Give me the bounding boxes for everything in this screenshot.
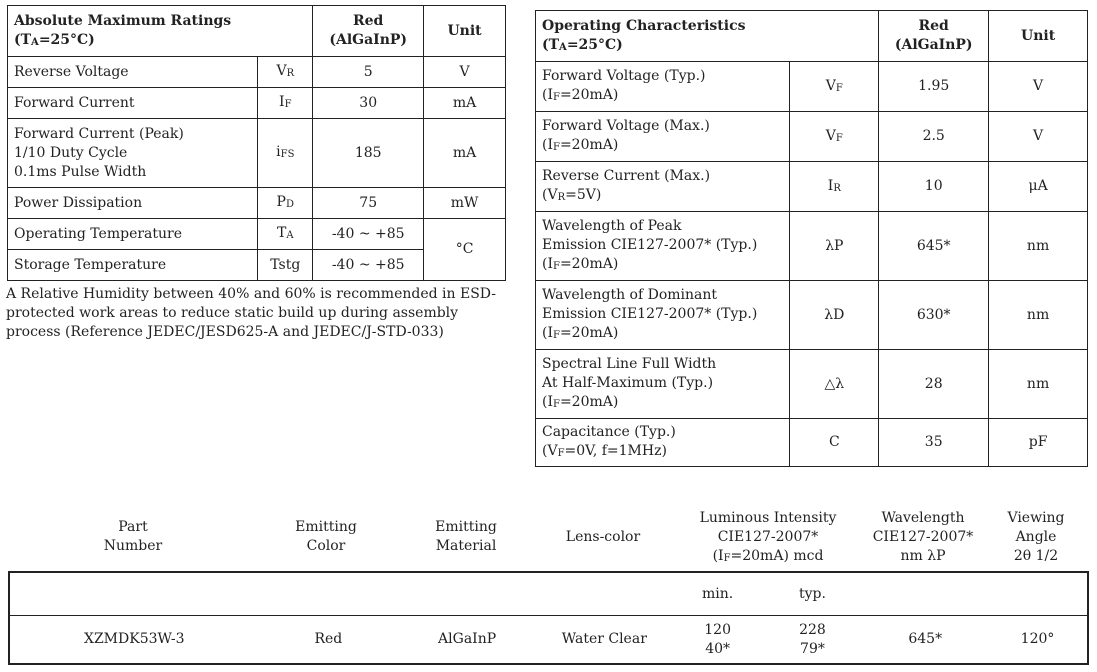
amr-row — [8, 57, 506, 88]
amr-unit: mA — [424, 119, 506, 188]
amr-unit: mW — [424, 188, 506, 219]
amr-symbol — [258, 88, 313, 119]
sym-sub: F — [835, 132, 843, 144]
header-line: Color — [306, 538, 346, 554]
oc-param-line: At Half-Maximum (Typ.) — [542, 375, 714, 391]
sym-sub: R — [833, 182, 841, 194]
amr-symbol — [258, 188, 313, 219]
sym-sub: F — [284, 99, 292, 110]
blank-cell — [9, 572, 259, 616]
sym-sub: R — [286, 68, 295, 79]
part-material: AlGaInP — [438, 631, 497, 647]
oc-row — [536, 281, 1088, 350]
amr-unit: mA — [424, 88, 506, 119]
oc-param-line: Forward Voltage (Max.) — [542, 118, 710, 134]
oc-unit: V — [989, 62, 1088, 112]
oc-unit: nm — [989, 212, 1088, 281]
amr-symbol — [258, 119, 313, 188]
oc-cond-post: =20mA) — [559, 87, 619, 103]
oc-row — [536, 62, 1088, 112]
amr-row — [8, 219, 506, 250]
oc-param-line: Reverse Current (Max.) — [542, 168, 711, 184]
min-value: 120 — [704, 621, 731, 638]
oc-param — [536, 62, 790, 112]
oc-cond: (I — [542, 256, 553, 272]
oc-param — [536, 162, 790, 212]
header-line: Luminous Intensity — [699, 510, 837, 526]
part-typ — [763, 616, 863, 665]
blank-cell — [259, 572, 399, 616]
amr-value: 5 — [313, 57, 424, 88]
header-sub: F — [723, 553, 731, 564]
amr-value: -40 ~ +85 — [313, 250, 424, 281]
oc-symbol — [790, 112, 879, 162]
oc-cond: (I — [542, 87, 553, 103]
oc-col-red-line1: Red — [918, 18, 949, 34]
header-line: Number — [103, 538, 163, 554]
oc-unit: nm — [989, 281, 1088, 350]
sym-sub: D — [285, 199, 294, 210]
oc-cond: (I — [542, 137, 553, 153]
amr-row — [8, 119, 506, 188]
blank-cell — [536, 572, 673, 616]
amr-col-unit: Unit — [424, 6, 506, 57]
oc-title-sub: A — [559, 41, 567, 53]
amr-value: 185 — [313, 119, 424, 188]
amr-unit: °C — [424, 219, 506, 281]
sym-sub: F — [835, 82, 843, 94]
sym-main: V — [276, 63, 287, 79]
header-line: Emitting — [295, 519, 357, 535]
header-line: =20mA) mcd — [730, 548, 824, 564]
typ-value: 79* — [800, 640, 825, 657]
oc-cond: (I — [542, 325, 553, 341]
oc-symbol: λD — [790, 281, 879, 350]
oc-row — [536, 162, 1088, 212]
oc-cond-post: =20mA) — [559, 256, 619, 272]
amr-value: -40 ~ +85 — [313, 219, 424, 250]
amr-param: Storage Temperature — [8, 250, 258, 281]
header-part-number — [73, 518, 193, 556]
oc-value: 630* — [879, 281, 989, 350]
blank-cell — [398, 572, 536, 616]
typ-value: 228 — [799, 621, 826, 638]
oc-title — [536, 11, 879, 62]
sym-main: V — [825, 77, 836, 94]
amr-param: Forward Current — [8, 88, 258, 119]
oc-param-line: Emission CIE127-2007* (Typ.) — [542, 306, 758, 322]
oc-cond-post: =20mA) — [559, 325, 619, 341]
oc-value: 10 — [879, 162, 989, 212]
amr-title-cond: (T — [14, 31, 32, 48]
oc-param-line: Forward Voltage (Typ.) — [542, 68, 706, 84]
oc-cond-sub: F — [553, 92, 560, 103]
amr-param: Reverse Voltage — [8, 57, 258, 88]
amr-symbol: Tstg — [258, 250, 313, 281]
oc-cond-sub: F — [553, 330, 560, 341]
sym-main: V — [825, 127, 836, 144]
header-line: CIE127-2007* — [717, 529, 819, 545]
amr-row — [8, 188, 506, 219]
amr-col-red — [313, 6, 424, 57]
oc-param — [536, 212, 790, 281]
part-viewing-angle: 120° — [1020, 631, 1055, 647]
header-line: Material — [435, 538, 497, 554]
amr-param-line: 0.1ms Pulse Width — [14, 163, 147, 180]
part-wavelength: 645* — [908, 631, 943, 647]
oc-param-line: Wavelength of Dominant — [542, 287, 718, 303]
subheader-typ: typ. — [763, 572, 863, 616]
header-luminous-intensity — [678, 509, 858, 567]
amr-symbol — [258, 219, 313, 250]
oc-param — [536, 112, 790, 162]
oc-unit: nm — [989, 350, 1088, 419]
oc-cond: (I — [542, 394, 553, 410]
oc-value: 645* — [879, 212, 989, 281]
part-min — [673, 616, 763, 665]
oc-cond-sub: F — [553, 261, 560, 272]
min-value: 40* — [705, 640, 731, 657]
oc-symbol — [790, 62, 879, 112]
amr-col-red-line2: (AlGaInP) — [329, 32, 408, 48]
sym-main: P — [276, 194, 286, 210]
oc-symbol — [790, 162, 879, 212]
oc-param — [536, 281, 790, 350]
oc-cond: (V — [542, 443, 558, 459]
header-emitting-material — [406, 518, 526, 556]
header-line: Emitting — [435, 519, 497, 535]
oc-row — [536, 212, 1088, 281]
oc-value: 35 — [879, 419, 989, 467]
part-table-header — [8, 509, 1088, 569]
oc-value: 28 — [879, 350, 989, 419]
oc-value: 1.95 — [879, 62, 989, 112]
header-line: Part — [118, 519, 148, 535]
amr-param: Operating Temperature — [8, 219, 258, 250]
oc-param — [536, 350, 790, 419]
oc-param-line: Capacitance (Typ.) — [542, 424, 676, 440]
blank-cell — [988, 572, 1088, 616]
oc-unit: V — [989, 112, 1088, 162]
oc-col-red — [879, 11, 989, 62]
sym-main: T — [276, 225, 287, 241]
oc-symbol: △λ — [790, 350, 879, 419]
oc-cond-post: =0V, f=1MHz) — [564, 443, 667, 459]
sym-sub: FS — [280, 149, 295, 160]
amr-col-red-line1: Red — [353, 13, 384, 29]
oc-symbol: λP — [790, 212, 879, 281]
header-line: 2θ 1/2 — [1013, 548, 1059, 564]
sym-sub: A — [286, 230, 294, 241]
blank-cell — [862, 572, 988, 616]
part-number: XZMDK53W-3 — [83, 631, 185, 647]
part-color: Red — [314, 631, 343, 647]
operating-characteristics-table — [535, 10, 1088, 467]
oc-col-red-line2: (AlGaInP) — [894, 37, 973, 53]
subheader-min: min. — [673, 572, 763, 616]
absolute-max-ratings-table — [7, 5, 506, 281]
oc-value: 2.5 — [879, 112, 989, 162]
header-line: nm λP — [900, 548, 946, 564]
oc-cond-sub: R — [557, 192, 566, 203]
header-lens-color: Lens-color — [565, 529, 641, 545]
amr-param-line: 1/10 Duty Cycle — [14, 144, 128, 161]
header-line: CIE127-2007* — [872, 529, 974, 545]
amr-title — [8, 6, 313, 57]
oc-cond-post: =20mA) — [559, 394, 619, 410]
part-subheader-row — [9, 572, 1088, 616]
header-line: Wavelength — [881, 510, 965, 526]
amr-value: 30 — [313, 88, 424, 119]
oc-row — [536, 112, 1088, 162]
oc-col-unit: Unit — [989, 11, 1088, 62]
oc-symbol: C — [790, 419, 879, 467]
amr-param — [8, 119, 258, 188]
part-lens: Water Clear — [561, 631, 647, 647]
amr-row — [8, 88, 506, 119]
oc-unit: pF — [989, 419, 1088, 467]
oc-title-cond: (T — [542, 36, 560, 53]
oc-header-row — [536, 11, 1088, 62]
oc-param — [536, 419, 790, 467]
oc-cond-sub: F — [553, 142, 560, 153]
amr-symbol — [258, 57, 313, 88]
oc-title-line1: Operating Characteristics — [542, 17, 746, 34]
oc-cond-sub: F — [557, 448, 565, 459]
oc-row — [536, 419, 1088, 467]
amr-title-cond-post: =25°C) — [38, 31, 95, 48]
amr-param: Power Dissipation — [8, 188, 258, 219]
oc-cond-post: =5V) — [565, 187, 602, 203]
header-line: (I — [712, 548, 724, 564]
oc-param-line: Emission CIE127-2007* (Typ.) — [542, 237, 758, 253]
oc-param-line: Wavelength of Peak — [542, 218, 682, 234]
oc-cond-post: =20mA) — [559, 137, 619, 153]
header-viewing-angle — [986, 509, 1086, 566]
oc-unit: μA — [989, 162, 1088, 212]
part-table — [8, 571, 1089, 665]
amr-value: 75 — [313, 188, 424, 219]
sym-main: I — [827, 177, 834, 194]
humidity-note: A Relative Humidity between 40% and 60% is recommended in ESD-protected work areas to reduce static build up during assembly process (Reference JEDEC/JESD625-A and JEDEC/J-STD-033) — [6, 286, 497, 340]
sym-main: i — [276, 144, 281, 160]
oc-row — [536, 350, 1088, 419]
amr-header-row — [8, 6, 506, 57]
header-line: Angle — [1015, 529, 1057, 545]
amr-title-sub: A — [31, 36, 39, 48]
header-wavelength — [858, 509, 988, 566]
sym-main: I — [279, 94, 285, 110]
oc-param-line: Spectral Line Full Width — [542, 356, 717, 372]
amr-param-line: Forward Current (Peak) — [14, 125, 184, 142]
oc-title-cond-post: =25°C) — [566, 36, 623, 53]
part-row — [9, 616, 1088, 665]
header-line: Viewing — [1007, 510, 1065, 526]
oc-cond: (V — [542, 187, 558, 203]
amr-unit: V — [424, 57, 506, 88]
oc-cond-sub: F — [553, 399, 560, 410]
header-emitting-color — [266, 518, 386, 556]
amr-title-line1: Absolute Maximum Ratings — [14, 12, 232, 29]
